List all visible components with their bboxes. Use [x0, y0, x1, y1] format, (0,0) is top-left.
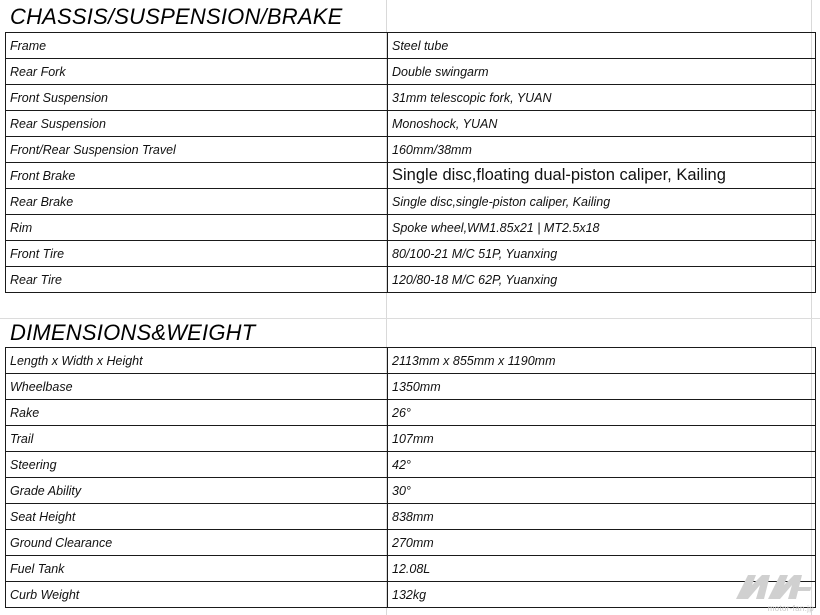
spec-table-dimensions — [5, 347, 816, 608]
table-row — [6, 582, 816, 608]
spec-label[interactable]: Curb Weight — [6, 582, 388, 608]
table-row — [6, 504, 816, 530]
table-row — [6, 530, 816, 556]
table-row — [6, 189, 816, 215]
spec-label[interactable]: Front Brake — [6, 163, 388, 189]
gridline — [0, 318, 820, 319]
spec-value[interactable]: Double swingarm — [388, 59, 816, 85]
watermark-caption: motor-fan.jp — [767, 604, 814, 613]
spec-label[interactable]: Frame — [6, 33, 388, 59]
table-row — [6, 111, 816, 137]
table-row — [6, 163, 816, 189]
table-row — [6, 556, 816, 582]
table-row — [6, 33, 816, 59]
spec-label[interactable]: Rake — [6, 400, 388, 426]
spec-label[interactable]: Fuel Tank — [6, 556, 388, 582]
table-row — [6, 374, 816, 400]
spec-label[interactable]: Wheelbase — [6, 374, 388, 400]
table-row — [6, 215, 816, 241]
spec-value[interactable]: 1350mm — [388, 374, 816, 400]
table-row — [6, 478, 816, 504]
table-row — [6, 137, 816, 163]
spec-value[interactable]: Single disc,floating dual-piston caliper, Kailing — [388, 163, 816, 189]
spec-label[interactable]: Rear Tire — [6, 267, 388, 293]
spec-value[interactable]: Steel tube — [388, 33, 816, 59]
spec-label[interactable]: Length x Width x Height — [6, 348, 388, 374]
table-row — [6, 348, 816, 374]
spec-label[interactable]: Trail — [6, 426, 388, 452]
spec-label[interactable]: Ground Clearance — [6, 530, 388, 556]
section-title-dimensions: DIMENSIONS&WEIGHT — [10, 320, 256, 345]
table-row — [6, 400, 816, 426]
spec-value[interactable]: Single disc,single-piston caliper, Kailing — [388, 189, 816, 215]
spec-table-chassis — [5, 32, 816, 293]
spec-value[interactable]: 31mm telescopic fork, YUAN — [388, 85, 816, 111]
spec-value[interactable]: 107mm — [388, 426, 816, 452]
spec-value[interactable]: 26° — [388, 400, 816, 426]
spec-value[interactable]: 132kg — [388, 582, 816, 608]
spec-value[interactable]: 2113mm x 855mm x 1190mm — [388, 348, 816, 374]
spec-value[interactable]: 120/80-18 M/C 62P, Yuanxing — [388, 267, 816, 293]
spec-label[interactable]: Grade Ability — [6, 478, 388, 504]
spec-label[interactable]: Steering — [6, 452, 388, 478]
table-row — [6, 452, 816, 478]
spec-value[interactable]: 838mm — [388, 504, 816, 530]
spec-label[interactable]: Rear Fork — [6, 59, 388, 85]
spec-label[interactable]: Rim — [6, 215, 388, 241]
spec-label[interactable]: Front/Rear Suspension Travel — [6, 137, 388, 163]
spec-value[interactable]: 30° — [388, 478, 816, 504]
spec-value[interactable]: 270mm — [388, 530, 816, 556]
spec-label[interactable]: Seat Height — [6, 504, 388, 530]
spec-label[interactable]: Front Suspension — [6, 85, 388, 111]
spec-label[interactable]: Rear Brake — [6, 189, 388, 215]
table-row — [6, 59, 816, 85]
spec-value[interactable]: 12.08L — [388, 556, 816, 582]
spec-label[interactable]: Front Tire — [6, 241, 388, 267]
table-row — [6, 267, 816, 293]
section-title-chassis: CHASSIS/SUSPENSION/BRAKE — [10, 4, 343, 29]
table-row — [6, 241, 816, 267]
watermark-logo — [734, 573, 814, 601]
spec-value[interactable]: 80/100-21 M/C 51P, Yuanxing — [388, 241, 816, 267]
spec-value[interactable]: 42° — [388, 452, 816, 478]
spec-value[interactable]: Spoke wheel,WM1.85x21 | MT2.5x18 — [388, 215, 816, 241]
table-row — [6, 426, 816, 452]
spec-value[interactable]: 160mm/38mm — [388, 137, 816, 163]
table-row — [6, 85, 816, 111]
spec-value[interactable]: Monoshock, YUAN — [388, 111, 816, 137]
spec-label[interactable]: Rear Suspension — [6, 111, 388, 137]
